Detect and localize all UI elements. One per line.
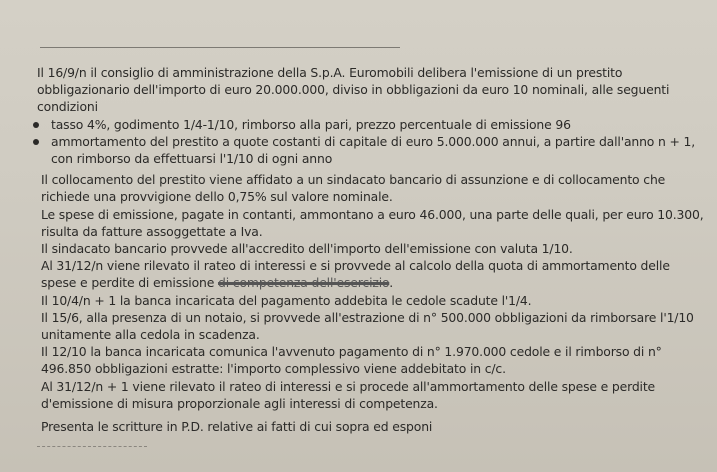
paragraph-payment: Il 12/10 la banca incaricata comunica l'avvenuto pagamento di n° 1.970.000 cedole e il rimborso di n° 496.850 obbligazioni estratte: l'importo complessivo viene addebitato in c/c.: [41, 344, 662, 377]
paragraph-credit: Il sindacato bancario provvede all'accredito dell'importo dell'emissione con valuta 1/10.: [41, 241, 573, 257]
bottom-rule: [37, 446, 147, 448]
struck-out-text: di competenza dell'esercizio: [218, 275, 390, 291]
exercise-text: [37, 64, 707, 435]
paragraph-draw: Il 15/6, alla presenza di un notaio, si provvede all'estrazione di n° 500.000 obbligazioni da rimborsare l'1/10 unitamente alla cedola in scadenza.: [41, 309, 694, 343]
conditions-list: [37, 116, 707, 168]
paragraph-accrual: Al 31/12/n viene rilevato il rateo di interessi e si provvede al calcolo della quota di ammortamento delle spese e perdite di emissione di competenza dell'esercizio.: [41, 258, 670, 291]
paragraph-coupons: Il 10/4/n + 1 la banca incaricata del pagamento addebita le cedole scadute l'1/4.: [41, 292, 532, 308]
paragraph-intro: Il 16/9/n il consiglio di amministrazione della S.p.A. Euromobili delibera l'emissione di un prestito obbligazionario dell'importo di euro 20.000.000, diviso in obbligazioni da euro 10 nominali, alle seguenti condizioni: [37, 65, 670, 115]
top-rule: [40, 47, 400, 48]
condition-item: ammortamento del prestito a quote costanti di capitale di euro 5.000.000 annui, a partire dall'anno n + 1, con rimborso da effettuarsi l'1/10 di ogni anno: [37, 133, 707, 167]
paragraph-placement: Il collocamento del prestito viene affidato a un sindacato bancario di assunzione e di collocamento che richiede una provvigione dello 0,75% sul valore nominale.: [41, 172, 666, 205]
condition-item: tasso 4%, godimento 1/4-1/10, rimborso alla pari, prezzo percentuale di emissione 96: [37, 116, 707, 133]
paragraph-year-end: Al 31/12/n + 1 viene rilevato il rateo di interessi e si procede all'ammortamento delle spese e perdite d'emissione di misura proporzionale agli interessi di competenza.: [41, 378, 656, 411]
paragraph-task: Presenta le scritture in P.D. relative ai fatti di cui sopra ed esponi: [41, 419, 433, 435]
paragraph-expenses: Le spese di emissione, pagate in contanti, ammontano a euro 46.000, una parte delle quali, per euro 10.300, risulta da fatture assoggettate a Iva.: [41, 206, 704, 239]
